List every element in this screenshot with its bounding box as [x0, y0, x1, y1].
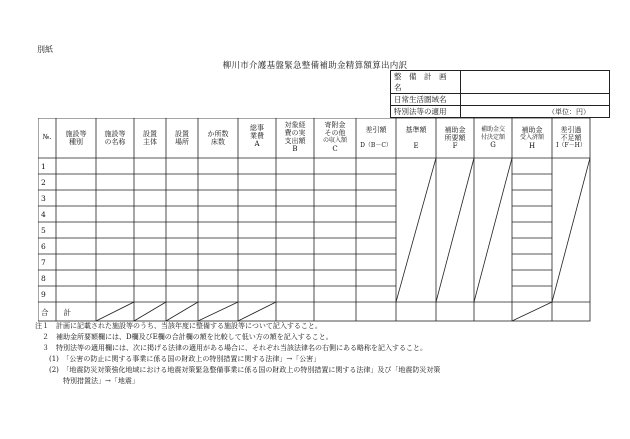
col-header-g: [474, 126, 512, 149]
col-header-a: [238, 124, 276, 148]
header-line: 補助金: [444, 126, 466, 134]
header-line: 寄附金: [324, 121, 346, 129]
col-header-d: [356, 126, 396, 150]
area-name-label: 日常生活圏域名: [391, 94, 461, 106]
col-header-facility-name: [96, 130, 134, 146]
page-title: 柳川市介護基盤緊急整備補助金精算額算出内訳: [222, 61, 408, 71]
area-name-value: [461, 94, 610, 106]
col-header-location: [166, 130, 198, 146]
col-header-f: [436, 126, 474, 150]
header-line: 施設等: [65, 130, 87, 138]
header-line: F: [452, 142, 458, 150]
note-line: (2) 「地震防災対策強化地域における地震対策緊急整備事業に係る国の財政上の特別措置に関する法律」及び「地震防災対策: [35, 366, 441, 374]
header-line: 差引過: [560, 126, 582, 134]
header-line: 床数: [211, 138, 225, 146]
row-number: 4: [41, 210, 46, 219]
header-line: 不足額: [560, 134, 582, 142]
header-line: D（B－C）: [360, 142, 392, 149]
col-header-b: [276, 121, 314, 153]
header-line: 業費: [250, 132, 264, 140]
header-line: 種別: [69, 138, 83, 146]
row-number: 1: [41, 162, 46, 171]
col-header-facility-type: [56, 130, 96, 146]
header-line: 対象経: [284, 121, 306, 129]
header-line: C: [332, 144, 338, 153]
header-line: 受入済額: [519, 134, 544, 141]
header-line: I（F－H）: [556, 142, 586, 149]
header-line: 設置: [143, 130, 157, 138]
notes: [35, 321, 440, 387]
plan-name-value: [461, 71, 610, 94]
row-number: 6: [41, 242, 46, 251]
note-line: ３ 特別法等の適用欄には、次に掲げる法律の適用がある場合に、それぞれ当該法律名の右側にある略称を記入すること。: [35, 344, 427, 352]
header-line: の名称: [104, 138, 126, 146]
header-line: 設置: [175, 130, 189, 138]
unit-label: （単位：円）: [548, 108, 590, 116]
row-number: 2: [41, 178, 46, 187]
note-line: (1) 「公害の防止に関する事業に係る国の財政上の特別措置に関する法律」→「公害」: [35, 355, 321, 363]
special-law-label: 特別法等の適用: [391, 106, 461, 118]
header-line: B: [292, 145, 298, 153]
col-header-i: [552, 126, 590, 150]
header-line: 総事: [250, 124, 264, 132]
col-header-e: [396, 126, 436, 150]
header-line: 支出額: [284, 137, 306, 145]
row-number: 8: [41, 274, 46, 283]
header-line: その他: [324, 129, 346, 137]
header-line: E: [413, 142, 419, 150]
header-line: 補助金交: [480, 126, 505, 133]
col-header-no: №.: [42, 133, 52, 141]
header-line: か所数: [207, 130, 229, 138]
col-header-operator: [134, 130, 166, 146]
col-header-count-beds: [198, 130, 238, 146]
col-header-c: [314, 121, 356, 153]
header-line: 場所: [175, 138, 189, 146]
row-number: 5: [41, 226, 46, 235]
note-line: 特別措置法」→「地震」: [35, 377, 139, 385]
header-line: 差引額: [365, 126, 387, 134]
col-header-h: [512, 126, 552, 150]
row-number: 7: [41, 258, 46, 267]
header-line: の収入額: [322, 137, 347, 144]
header-line: 補助金: [521, 126, 543, 134]
header-line: 所要額: [444, 134, 466, 142]
row-number: 3: [41, 194, 46, 203]
attachment-label: 別紙: [37, 45, 53, 54]
note-line: 注１ 計画に記載された施設等のうち、当該年度に整備する施設等について記入すること。: [35, 322, 322, 330]
header-line: 付決定額: [480, 133, 505, 141]
note-line: ２ 補助金所要額欄には、D欄及びE欄の合計欄の額を比較して低い方の額を記入すること。: [35, 333, 333, 341]
row-number: 9: [41, 290, 46, 299]
header-line: 主体: [143, 138, 157, 146]
header-line: 施設等: [104, 130, 126, 138]
header-line: A: [254, 140, 260, 148]
header-line: 費の実: [284, 129, 306, 137]
plan-name-label: 整 備 計 画 名: [391, 71, 461, 94]
header-line: G: [490, 141, 496, 149]
header-line: 基準額: [405, 126, 427, 134]
total-label: 合 計: [41, 308, 71, 317]
header-line: H: [528, 141, 536, 150]
